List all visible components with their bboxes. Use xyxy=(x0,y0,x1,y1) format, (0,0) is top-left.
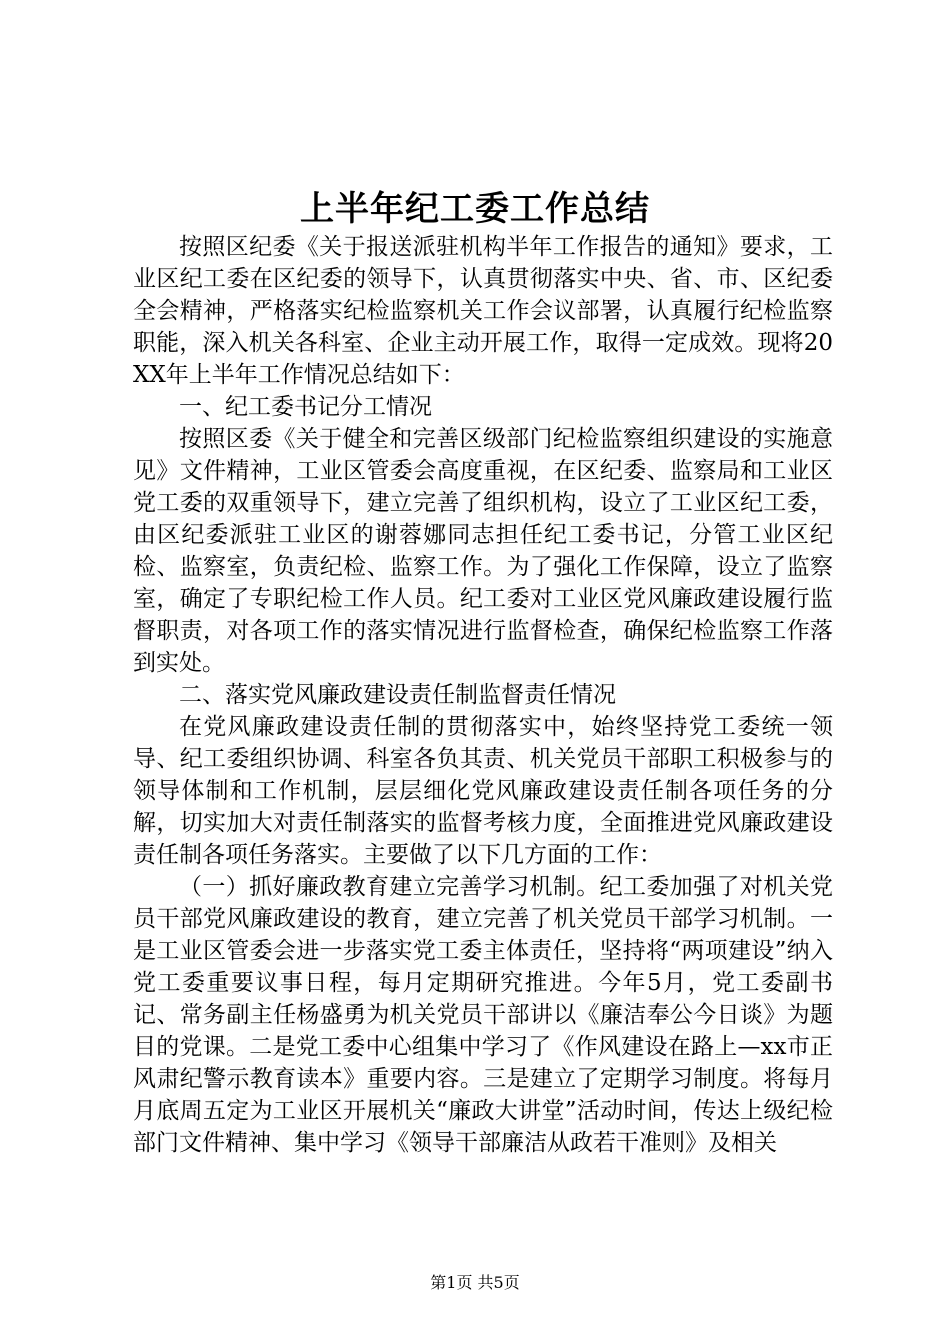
paragraph-subsection-1: （一）抓好廉政教育建立完善学习机制。纪工委加强了对机关党员干部党风廉政建设的教育，建立完善了机关党员干部学习机制。一是工业区管委会进一步落实党工委主体责任，坚持将“两项建设”纳入党工委重要议事日程，每月定期研究推进。今年5月，党工委副书记、常务副主任杨盛勇为机关党员干部讲以《廉洁奉公今日谈》为题目的党课。二是党工委中心组集中学习了《作风建设在路上—xx市正风肃纪警示教育读本》重要内容。三是建立了定期学习制度。将每月月底周五定为工业区开展机关“廉政大讲堂”活动时间，传达上级纪检部门文件精神、集中学习《领导干部廉洁从政若干准则》及相关 xyxy=(133,874,833,1156)
section-heading-1: 一、纪工委书记分工情况 xyxy=(179,394,432,420)
document-body xyxy=(133,231,833,1159)
document-title: 上半年纪工委工作总结 xyxy=(300,189,650,229)
paragraph-section-2: 在党风廉政建设责任制的贯彻落实中，始终坚持党工委统一领导、纪工委组织协调、科室各负其责、机关党员干部职工积极参与的领导体制和工作机制，层层细化党风廉政建设责任制各项任务的分解，切实加大对责任制落实的监督考核力度，全面推进党风廉政建设责任制各项任务落实。主要做了以下几方面的工作： xyxy=(133,714,833,868)
paragraph-section-1: 按照区委《关于健全和完善区级部门纪检监察组织建设的实施意见》文件精神，工业区管委会高度重视，在区纪委、监察局和工业区党工委的双重领导下，建立完善了组织机构，设立了工业区纪工委，由区纪委派驻工业区的谢蓉娜同志担任纪工委书记，分管工业区纪检、监察室，负责纪检、监察工作。为了强化工作保障，设立了监察室，确定了专职纪检工作人员。纪工委对工业区党风廉政建设履行监督职责，对各项工作的落实情况进行监督检查，确保纪检监察工作落到实处。 xyxy=(133,426,833,676)
section-heading-2: 二、落实党风廉政建设责任制监督责任情况 xyxy=(179,682,616,708)
page-footer: 第1页 共5页 xyxy=(430,1273,520,1292)
paragraph-intro: 按照区纪委《关于报送派驻机构半年工作报告的通知》要求，工业区纪工委在区纪委的领导下，认真贯彻落实中央、省、市、区纪委全会精神，严格落实纪检监察机关工作会议部署，认真履行纪检监察职能，深入机关各科室、企业主动开展工作，取得一定成效。现将20XX年上半年工作情况总结如下： xyxy=(133,234,833,388)
